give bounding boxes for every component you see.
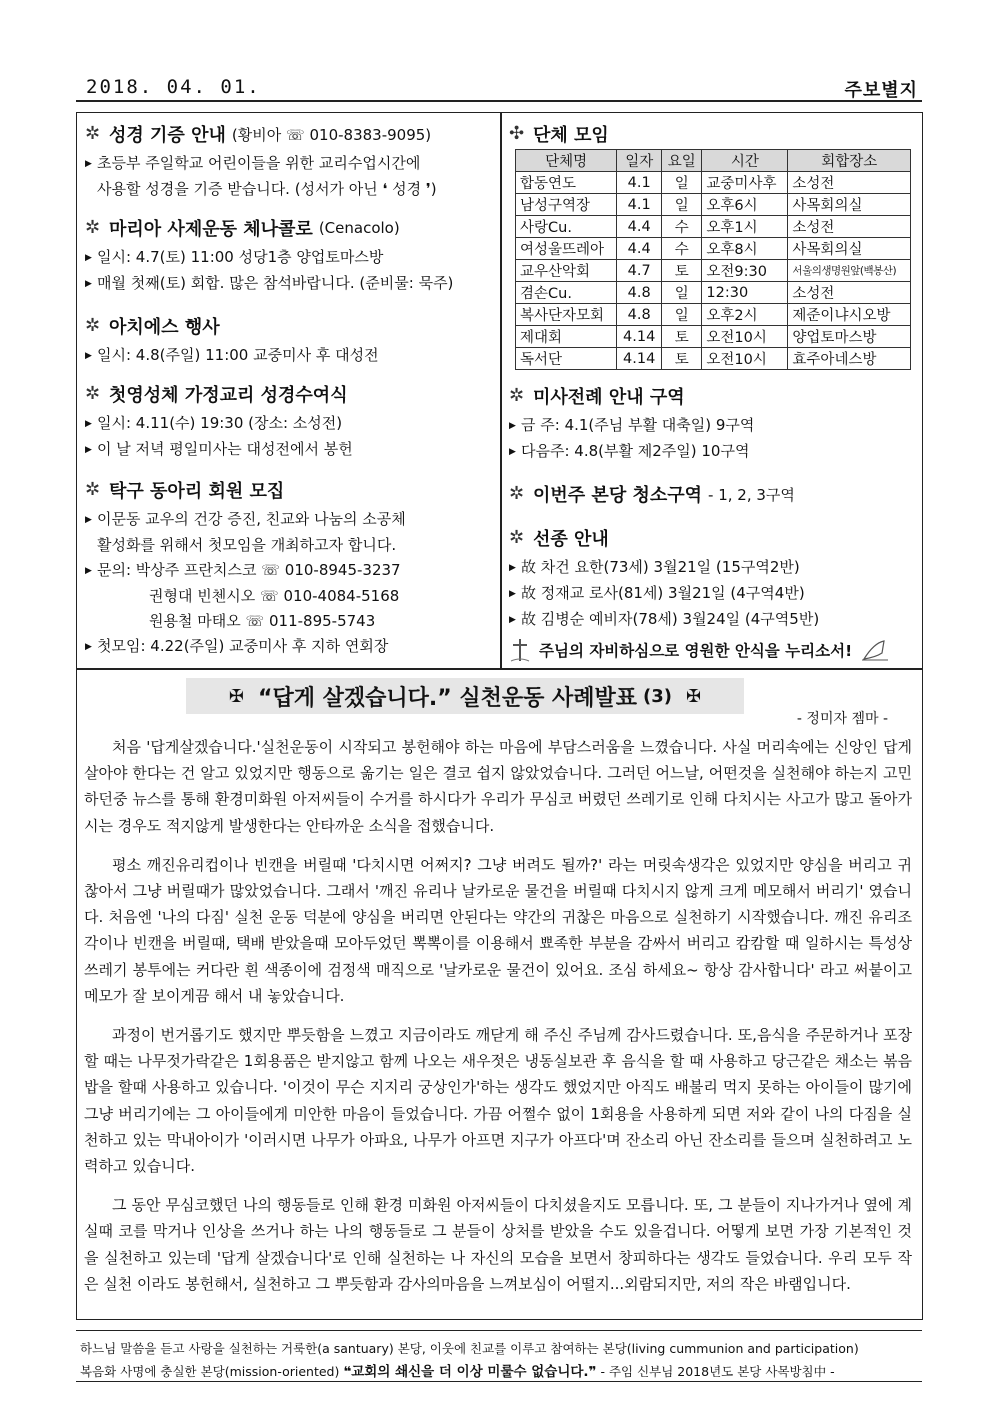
table-cell: 여성울뜨레아	[516, 238, 617, 260]
notice-line: 사용할 성경을 기증 받습니다. (성서가 아닌 ❛ 성경 ❜)	[97, 180, 437, 198]
notice-line: 금 주: 4.1(주님 부활 대축일) 9구역	[521, 416, 755, 434]
bullet-icon: ▶	[509, 615, 516, 625]
left-notices-panel	[76, 112, 502, 670]
column-header: 회합장소	[788, 150, 911, 172]
section-title: 단체 모임	[533, 125, 609, 146]
table-cell: 오후1시	[702, 216, 788, 238]
notice-line: 故 차건 요한(73세) 3월21일 (15구역2반)	[521, 558, 800, 576]
table-cell: 서울의생명원앞(백봉산)	[788, 260, 911, 282]
footer-attribution: - 주임 신부님 2018년도 본당 사목방침中 -	[600, 1364, 835, 1379]
essay-paragraph: 과정이 번거롭기도 했지만 뿌듯함을 느꼈고 지금이라도 깨닫게 해 주신 주님께 감사드렸습니다. 또,음식을 주문하거나 포장할 때는 나무젓가락같은 1회용품은 받지않고 함께 나오는 새우젓은 냉동실보관 후 음식을 할 때 사용하고 당근같은 채소는 볶음밥을 할때 사용하고 있습니다. '이것이 무슨 지지리 궁상인가'하는 생각도 했었지만 아직도 배불리 먹지 못하는 아이들이 많기에 그냥 버리기에는 그 아이들에게 미안한 마음이 들었습니다. 가끔 어쩔수 없이 1회용을 사용하게 되면 저와 같이 나의 다짐을 실천하고 있는 막내아이가 '이러시면 나무가 아파요, 나무가 아프면 지구가 아프다'며 잔소리 아닌 잔소리를 들으며 실천하려고 노력하고 있습니다.	[84, 1026, 912, 1176]
table-cell: 토	[662, 326, 702, 348]
table-row	[516, 348, 911, 370]
flower-icon: ✲	[85, 383, 101, 404]
essay-title-banner	[186, 678, 744, 714]
group-meetings-table	[515, 149, 911, 370]
right-notices-panel	[500, 112, 923, 670]
table-cell: 복사단자모회	[516, 304, 617, 326]
notice-line: 일시: 4.8(주일) 11:00 교중미사 후 대성전	[97, 346, 379, 364]
table-cell: 소성전	[788, 216, 911, 238]
essay-paragraph: 평소 깨진유리컵이나 빈캔을 버릴때 '다치시면 어쩌지? 그냥 버려도 될까?' 라는 머릿속생각은 있었지만 양심을 버리고 귀찮아서 그냥 버릴때가 많았었습니다. 그래서 '깨진 유리나 날카로운 물건을 버릴때 다치시지 않게 크게 메모해서 버리기' 였습니다. 처음엔 '나의 다짐' 실천 운동 덕분에 양심을 버리면 안된다는 약간의 귀찮은 마음으로 실천하기 시작했습니다. 깨진 유리조각이나 빈캔을 버릴때, 택배 받았을때 모아두었던 뽁뽁이를 이용해서 뾰족한 부분을 감싸서 버리고 캄캄할 때 일하시는 특성상 쓰레기 봉투에는 커다란 흰 색종이에 검정색 매직으로 '날카로운 물건이 있어요. 조심 하세요~ 항상 감사합니다' 라고 써붙이고 메모가 잘 보이게끔 해서 내 놓았습니다.	[84, 855, 912, 1005]
table-cell: 4.14	[617, 326, 662, 348]
table-cell: 12:30	[702, 282, 788, 304]
table-cell: 양업토마스방	[788, 326, 911, 348]
column-header: 단체명	[516, 150, 617, 172]
bullet-icon: ▶	[85, 642, 92, 652]
bullet-icon: ▶	[85, 515, 92, 525]
notice-line: 故 정재교 로사(81세) 3월21일 (4구역4반)	[521, 584, 805, 602]
table-cell: 제대회	[516, 326, 617, 348]
footer-mission-line: 하느님 말씀을 듣고 사랑을 실천하는 거룩한(a santuary) 본당, 이웃에 친교를 이루고 참여하는 본당(living cummunion and participation)	[80, 1341, 859, 1356]
bullet-icon: ▶	[85, 279, 92, 289]
table-row	[516, 238, 911, 260]
column-header: 일자	[617, 150, 662, 172]
table-cell: 소성전	[788, 282, 911, 304]
essay-author: - 정미자 젬마 -	[796, 711, 888, 727]
table-cell: 4.14	[617, 348, 662, 370]
cross-icon: ✠	[228, 685, 244, 707]
table-cell: 오후6시	[702, 194, 788, 216]
table-cell: 4.4	[617, 216, 662, 238]
cleaning-districts: - 1, 2, 3구역	[708, 485, 795, 504]
bullet-icon: ▶	[85, 419, 92, 429]
section-bible-donation	[85, 121, 437, 202]
notice-line: 문의: 박상주 프란치스코 ☏ 010-8945-3237	[97, 561, 401, 579]
table-cell: 사랑Cu.	[516, 216, 617, 238]
table-cell: 교우산악회	[516, 260, 617, 282]
notice-line: 권형대 빈첸시오 ☏ 010-4084-5168	[149, 587, 400, 605]
table-cell: 4.8	[617, 304, 662, 326]
column-header: 요일	[662, 150, 702, 172]
section-cleaning	[509, 481, 795, 507]
table-row	[516, 216, 911, 238]
notice-line: 첫모임: 4.22(주일) 교중미사 후 지하 연회장	[97, 637, 389, 655]
table-cell: 수	[662, 238, 702, 260]
bullet-icon: ▶	[509, 563, 516, 573]
section-title: 마리아 사제운동 체나콜로	[109, 219, 313, 240]
section-title: 탁구 동아리 회원 모집	[109, 481, 285, 502]
bullet-icon: ▶	[85, 351, 92, 361]
flower-icon: ✲	[85, 479, 101, 500]
flower-icon: ✲	[85, 315, 101, 336]
bullet-icon: ▶	[85, 566, 92, 576]
notice-line: 이 날 저녁 평일미사는 대성전에서 봉헌	[97, 440, 353, 458]
notice-line: 故 김병순 예비자(78세) 3월24일 (4구역5반)	[521, 610, 820, 628]
table-row	[516, 326, 911, 348]
table-header-row	[516, 150, 911, 172]
column-header: 시간	[702, 150, 788, 172]
table-cell: 4.1	[617, 172, 662, 194]
table-cell: 일	[662, 282, 702, 304]
notice-line: 일시: 4.11(수) 19:30 (장소: 소성전)	[97, 414, 343, 432]
notice-line: 활성화를 위해서 첫모임을 개최하고자 합니다.	[97, 536, 397, 554]
crucifix-icon	[509, 637, 531, 663]
section-title: 성경 기증 안내	[109, 125, 226, 146]
table-cell: 오전9:30	[702, 260, 788, 282]
bottom-rule	[76, 1381, 922, 1382]
contact-info: (황비아 ☏ 010-8383-9095)	[231, 125, 432, 144]
essay-title: “답게 살겠습니다.” 실천운동 사례발표	[257, 685, 638, 711]
flower-icon: ✲	[85, 123, 101, 144]
table-cell: 4.8	[617, 282, 662, 304]
bullet-icon: ▶	[85, 159, 92, 169]
table-cell: 사목회의실	[788, 238, 911, 260]
footer-mission-text: 복음화 사명에 충실한 본당(mission-oriented)	[80, 1364, 340, 1379]
bulletin-title: 주보별지	[844, 80, 918, 101]
table-cell: 효주아네스방	[788, 348, 911, 370]
table-cell: 오후2시	[702, 304, 788, 326]
essay-paragraph: 처음 '답게살겠습니다.'실천운동이 시작되고 봉헌해야 하는 마음에 부담스러움을 느꼈습니다. 사실 머리속에는 신앙인 답게 살아야 한다는 건 알고 있었지만 행동으로 옮기는 일은 결코 쉽지 않았었습니다. 그러던 어느날, 어떤것을 실천해야 하는지 고민 하던중 뉴스를 통해 환경미화원 아저씨들이 수거를 하시다가 우리가 무심코 버렸던 쓰레기로 인해 다치시는 사고가 많고 돌아가시는 경우도 적지않게 발생한다는 안타까운 소식을 접했습니다.	[84, 738, 912, 835]
notice-line: 원용철 마태오 ☏ 011-895-5743	[149, 612, 376, 630]
essay-number: (3)	[643, 685, 673, 707]
footer-policy-line	[80, 1360, 920, 1380]
flower-icon: ✲	[509, 483, 525, 504]
section-cenacolo	[85, 215, 453, 297]
table-row	[516, 194, 911, 216]
table-cell: 일	[662, 194, 702, 216]
section-first-communion	[85, 381, 353, 463]
table-cell: 일	[662, 172, 702, 194]
table-cell: 오전10시	[702, 326, 788, 348]
praying-hands-icon	[860, 639, 890, 661]
table-cell: 4.1	[617, 194, 662, 216]
bullet-icon: ▶	[509, 589, 516, 599]
table-cell: 겸손Cu.	[516, 282, 617, 304]
flower-icon: ✲	[85, 217, 101, 238]
flower-icon: ✲	[509, 385, 525, 406]
section-title: 미사전례 안내 구역	[533, 387, 685, 408]
table-cell: 4.4	[617, 238, 662, 260]
bullet-icon: ▶	[85, 253, 92, 263]
section-title: 첫영성체 가정교리 성경수여식	[109, 385, 348, 406]
table-cell: 사목회의실	[788, 194, 911, 216]
notice-line: 다음주: 4.8(부활 제2주일) 10구역	[521, 442, 750, 460]
table-row	[516, 282, 911, 304]
notice-line: 이문동 교우의 건강 증진, 친교와 나눔의 소공체	[97, 510, 406, 528]
table-row	[516, 304, 911, 326]
table-cell: 4.7	[617, 260, 662, 282]
notice-line: 매월 첫째(토) 회합. 많은 참석바랍니다. (준비물: 묵주)	[97, 274, 454, 292]
essay-body	[84, 734, 912, 1310]
table-cell: 오후8시	[702, 238, 788, 260]
section-group-meetings	[509, 121, 609, 147]
table-cell: 소성전	[788, 172, 911, 194]
table-cell: 토	[662, 348, 702, 370]
bulletin-date: 2018. 04. 01.	[86, 76, 261, 98]
prayer-line: 주님의 자비하심으로 영원한 안식을 누리소서!	[539, 642, 853, 660]
table-row	[516, 172, 911, 194]
section-acies	[85, 313, 379, 369]
notice-line: 초등부 주일학교 어린이들을 위한 교리수업시간에	[97, 154, 421, 172]
section-subtitle: (Cenacolo)	[318, 219, 400, 237]
section-deceased	[509, 525, 890, 663]
section-title: 이번주 본당 청소구역	[533, 485, 703, 506]
table-cell: 오전10시	[702, 348, 788, 370]
section-mass-liturgy	[509, 383, 754, 465]
bullet-icon: ▶	[509, 421, 516, 431]
bullet-icon: ▶	[509, 447, 516, 457]
flower-icon: ✲	[509, 527, 525, 548]
table-cell: 일	[662, 304, 702, 326]
table-cell: 수	[662, 216, 702, 238]
table-cell: 교중미사후	[702, 172, 788, 194]
table-cell: 합동연도	[516, 172, 617, 194]
top-rule	[76, 100, 922, 102]
table-cell: 남성구역장	[516, 194, 617, 216]
footer-quote: ❝교회의 쇄신을 더 이상 미룰수 없습니다.❞	[343, 1364, 597, 1380]
table-row	[516, 260, 911, 282]
essay-paragraph: 그 동안 무심코했던 나의 행동들로 인해 환경 미화원 아저씨들이 다치셨을지도 모릅니다. 또, 그 분들이 지나가거나 옆에 계실때 코를 막거나 인상을 쓰거나 하는 나의 행동들로 그 분들이 상처를 받았을 수도 있을겁니다. 어떻게 보면 가장 기본적인 것을 실천하고 있는데 '답게 살겠습니다'로 인해 실천하는 나 자신의 모습을 보면서 창피하다는 생각도 들었습니다. 우리 모두 작은 실천 이라도 봉헌해서, 실천하고 그 뿌듯함과 감사의마음을 느껴보심이 어떨지...외람되지만, 저의 작은 바램입니다.	[84, 1196, 912, 1293]
table-cell: 토	[662, 260, 702, 282]
footer-rule	[76, 1330, 922, 1331]
section-table-tennis	[85, 477, 406, 660]
notice-line: 일시: 4.7(토) 11:00 성당1층 양업토마스방	[97, 248, 384, 266]
table-cell: 독서단	[516, 348, 617, 370]
flower-icon: ✣	[509, 123, 525, 144]
section-title: 아치에스 행사	[109, 317, 220, 338]
cross-icon: ✠	[686, 685, 702, 707]
section-title: 선종 안내	[533, 529, 609, 550]
table-cell: 제준이냐시오방	[788, 304, 911, 326]
bullet-icon: ▶	[85, 445, 92, 455]
